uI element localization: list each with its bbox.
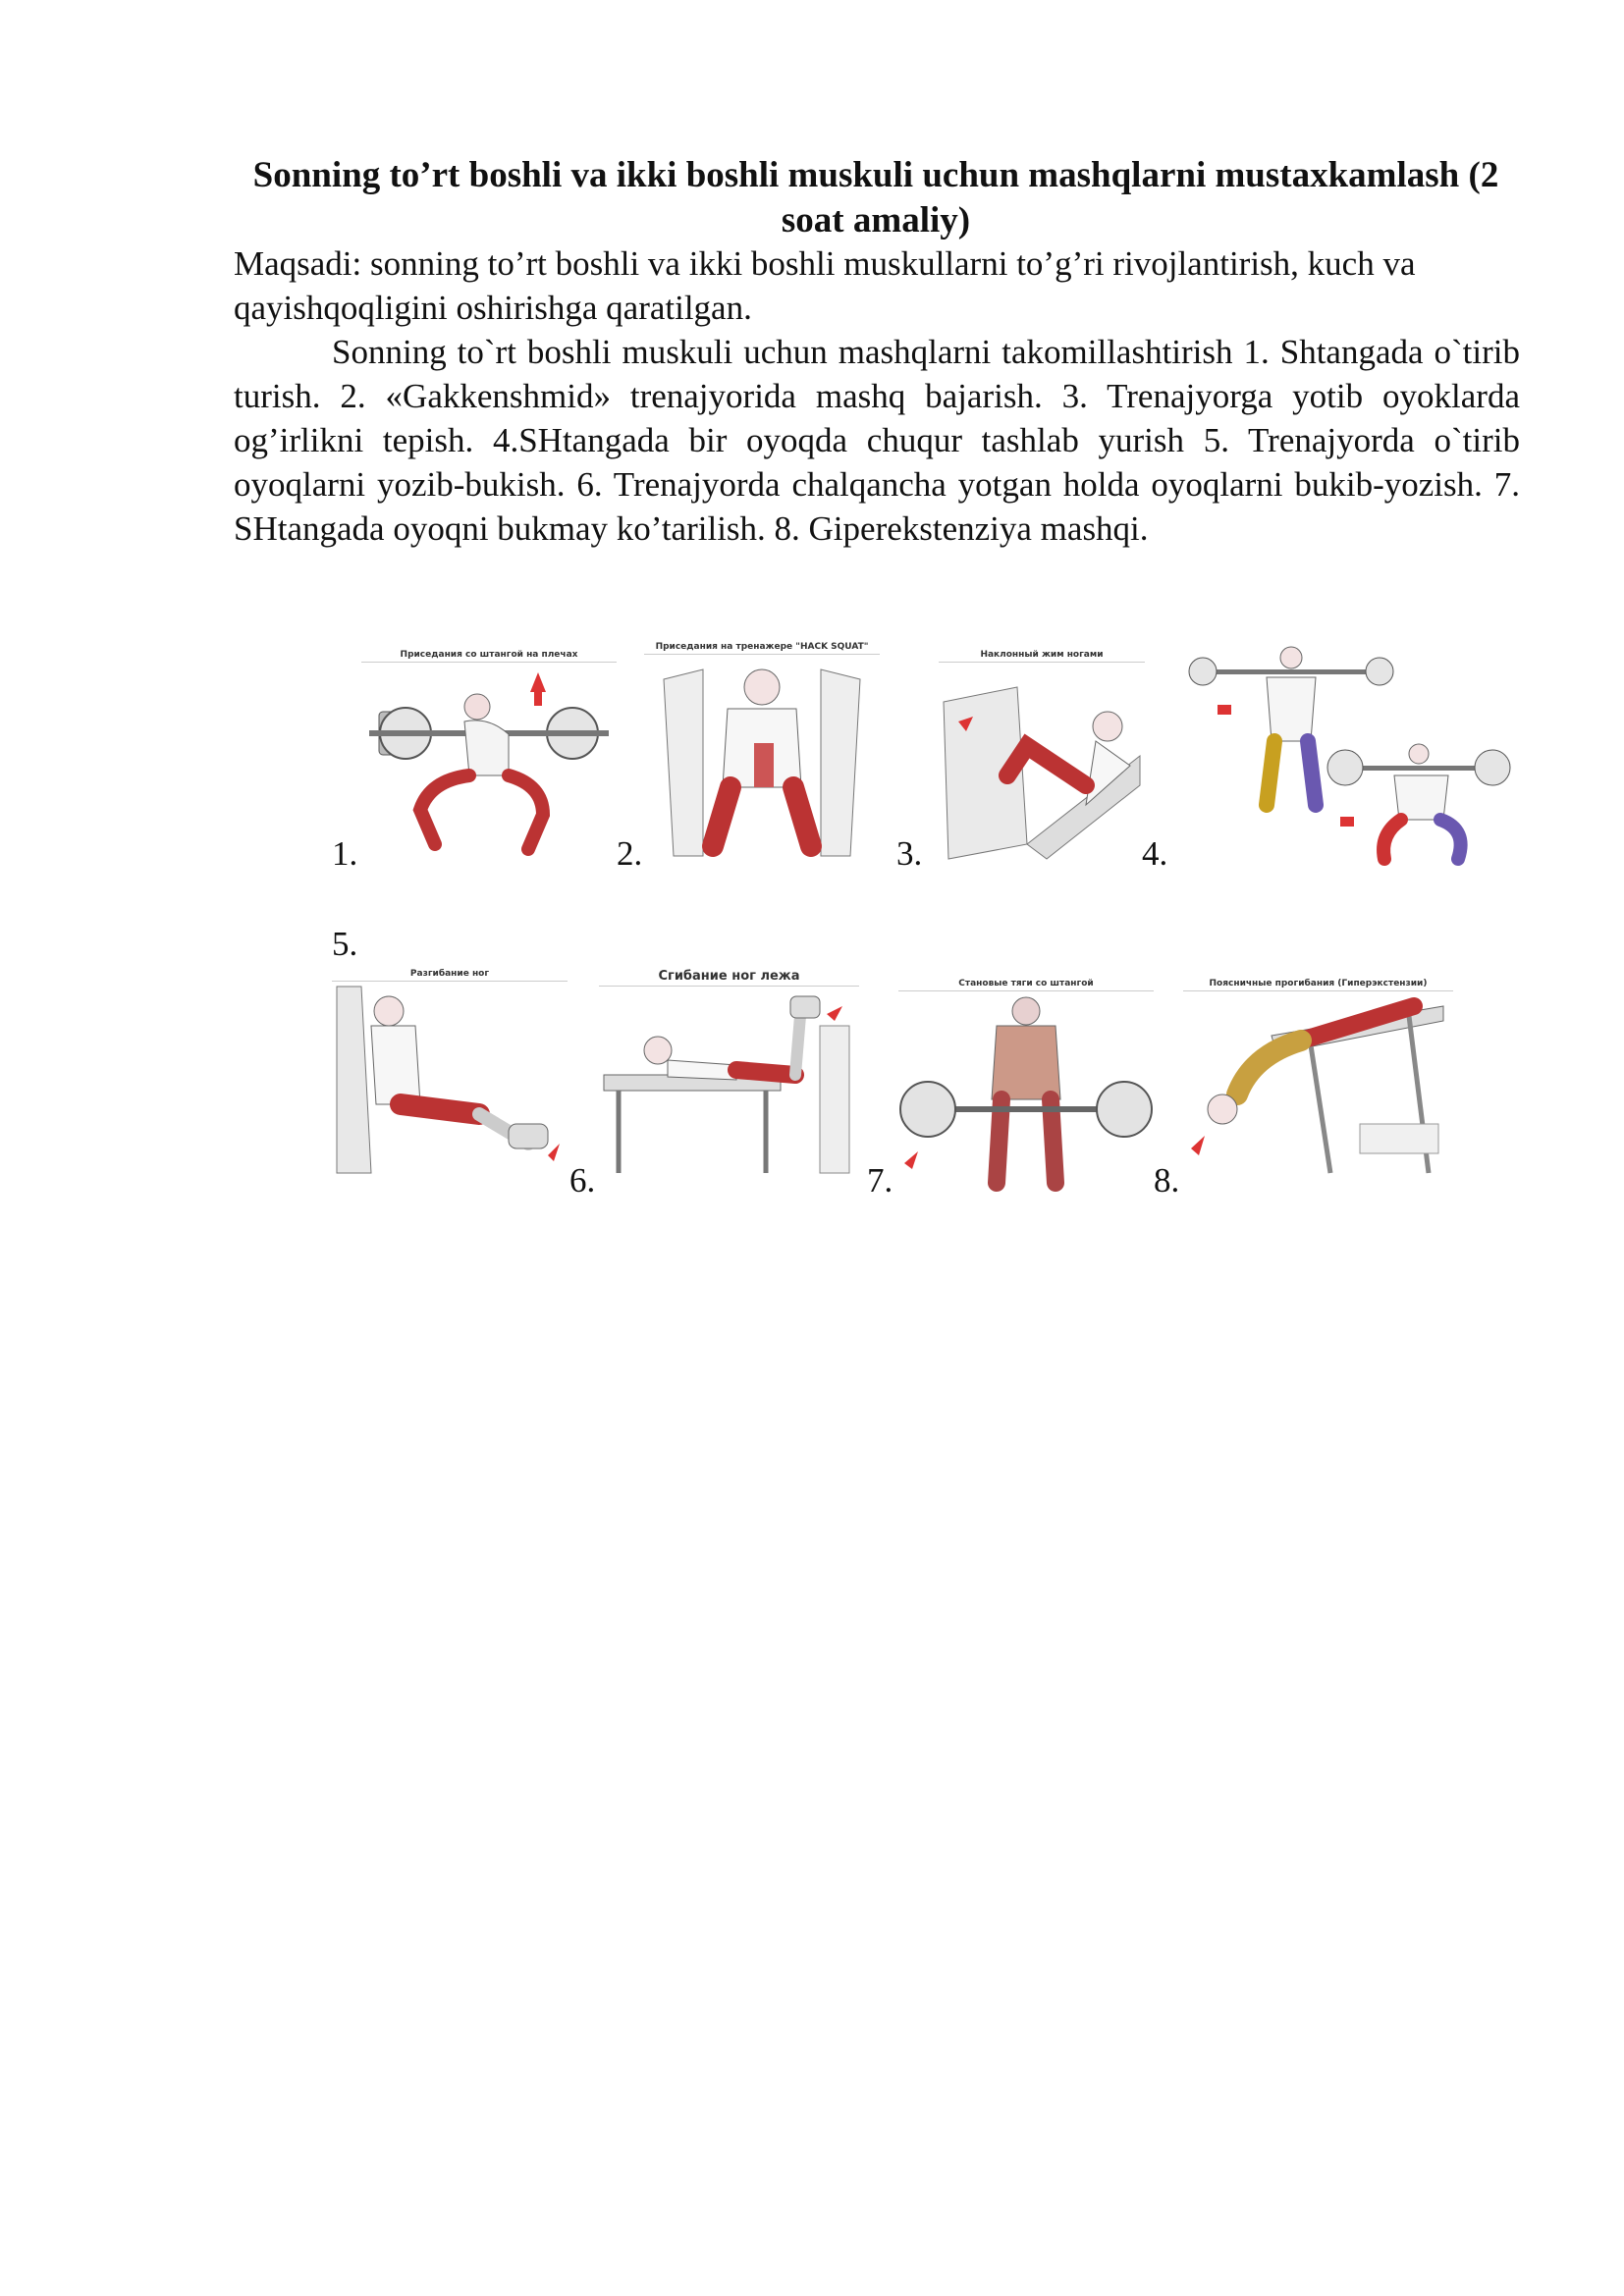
barbell-squat-illustration-icon	[361, 648, 617, 869]
figure-1	[361, 648, 617, 869]
figure-2-number: 2.	[617, 834, 643, 873]
goal-text: Maqsadi: sonning to’rt boshli va ikki boshli muskullarni to’g’ri rivojlantirish, kuch va qayishqoqligini oshirishga qaratilgan.	[234, 244, 1416, 327]
lunge-illustration-icon	[1173, 638, 1527, 874]
figure-5	[332, 967, 568, 1193]
figure-8-number: 8.	[1154, 1161, 1180, 1200]
hyperextension-illustration-icon	[1183, 977, 1453, 1188]
figure-3-number: 3.	[896, 834, 923, 873]
figure-2	[644, 640, 880, 866]
figure-6-number: 6.	[569, 1161, 596, 1200]
figure-4-number: 4.	[1142, 834, 1168, 873]
leg-press-illustration-icon	[939, 648, 1145, 869]
figure-5-caption: Разгибание ног	[332, 969, 568, 982]
hack-squat-illustration-icon	[644, 640, 880, 866]
figure-5-number: 5.	[332, 925, 358, 963]
figure-3-caption: Наклонный жим ногами	[939, 650, 1145, 663]
figure-8-caption: Поясничные прогибания (Гиперэкстензии)	[1183, 979, 1453, 991]
deadlift-illustration-icon	[898, 977, 1154, 1198]
figure-6-caption: Сгибание ног лежа	[599, 969, 859, 987]
leg-extension-illustration-icon	[332, 967, 568, 1193]
figure-3	[939, 648, 1145, 869]
figure-2-caption: Приседания на тренажере "HACK SQUAT"	[644, 642, 880, 655]
figure-1-number: 1.	[332, 834, 358, 873]
figure-4	[1173, 638, 1527, 874]
figure-7-number: 7.	[867, 1161, 893, 1200]
page-title: Sonning to’rt boshli va ikki boshli muskuli uchun mashqlarni mustaxkamlash (2 soat amaliy)	[252, 155, 1499, 240]
exercise-list-paragraph: Sonning to`rt boshli muskuli uchun mashqlarni takomillashtirish 1. Shtangada o`tirib turish. 2. «Gakkenshmid» trenajyorida mashq bajarish. 3. Trenajyorga yotib oyoklarda og’irlikni tepish. 4.SHtangada bir oyoqda chuqur tashlab yurish 5. Trenajyorda o`tirib oyoqlarni yozib-bukish. 6. Trenajyorda chalqancha yotgan holda oyoqlarni bukib-yozish. 7. SHtangada oyoqni bukmay ko’tarilish. 8. Giperekstenziya mashqi.	[234, 333, 1520, 548]
figure-1-caption: Приседания со штангой на плечах	[361, 650, 617, 663]
figure-7-caption: Становые тяги со штангой	[898, 979, 1154, 991]
figure-6	[599, 967, 859, 1193]
figure-8	[1183, 977, 1453, 1188]
figure-7	[898, 977, 1154, 1198]
lying-leg-curl-illustration-icon	[599, 967, 859, 1193]
